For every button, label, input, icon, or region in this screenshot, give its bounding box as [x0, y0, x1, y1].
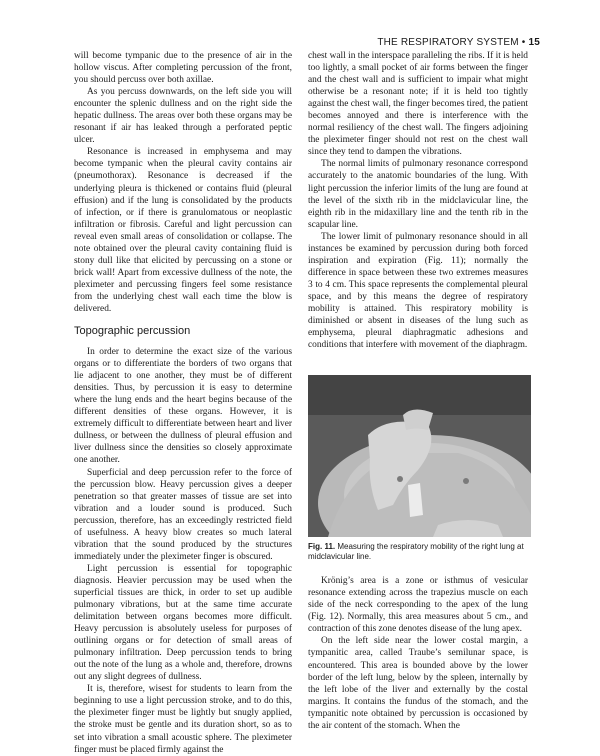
figure-photo [308, 375, 531, 537]
running-head-separator: • [521, 37, 526, 48]
left-column [74, 50, 292, 756]
paragraph: As you percuss downwards, on the left side you will encounter the splenic dullness and on the right side the hepatic dullness. The areas over both these organs may be resonant if air has leaked through a perforated peptic ulcer. [74, 87, 292, 146]
paragraph: Light percussion is essential for topographic diagnosis. Heavier percussion may be used when the superficial tissues are thick, in order to set up audible pulmonary vibrations, but at the same time accurate delimitation between organs becomes more difficult. Heavy percussion is absolutely useless for purposes of outlining organs or for detection of small areas of pulmonary infiltration. Deep percussion tends to bring out the note of the lung as a whole and, therefore, drowns out any slight degrees of dullness. [74, 563, 292, 683]
page-number: 15 [528, 37, 540, 48]
figure-label: Fig. 11. [308, 542, 336, 552]
paragraph: Krönig’s area is a zone or isthmus of vesicular resonance extending across the trapezius muscle on each side of the neck corresponding to the apex of the lung (Fig. 12). Normally, this area measures about 5 cm., and contraction of this zone denotes disease of the lung apex. [308, 576, 528, 635]
right-column [308, 50, 528, 732]
figure-caption-text: Measuring the respiratory mobility of the right lung at midclavicular line. [308, 542, 524, 562]
section-heading: Topographic percussion [74, 325, 191, 338]
paragraph: The lower limit of pulmonary resonance should in all instances be examined by percussion during both forced inspiration and expiration (Fig. 11); normally the difference in space between these two extremes measures 3 to 4 cm. This space represents the complemental pleural space, and by this means the degree of respiratory mobility is attained. This respiratory mobility is diminished or absent in diseases of the lung such as emphysema, pleural diaphragmatic adhesions and conditions that interfere with movement of the diaphragm. [308, 231, 528, 351]
paragraph: The normal limits of pulmonary resonance correspond accurately to the anatomic boundaries of the lung. With light percussion the inferior limits of the lung are found at the level of the sixth rib in the midclavicular line, the eighth rib in the midaxillary line and the tenth rib in the scapular line. [308, 159, 528, 230]
paragraph: chest wall in the interspace paralleling the ribs. If it is held too lightly, a small pocket of air forms between the finger and the chest wall and is sufficient to impair what might otherwise be a resonant note; if it is held too tightly against the chest wall, the finger becomes tired, the patient becomes annoyed and there is interference with the normal resiliency of the chest wall. The fingers adjoining the pleximeter finger should not rest on the chest wall since they tend to dampen the vibrations. [308, 51, 528, 158]
figure-caption [308, 542, 528, 562]
running-head [377, 37, 540, 48]
paragraph: In order to determine the exact size of the various organs or to differentiate the borders of two organs that lie adjacent to one another, they must be of different densities. Thus, by percussion it is easy to determine where the lung ends and the heart begins because of the different densities of these organs. However, it is extremely difficult to differentiate between heart and liver dullness, or between the dullness of pleural effusion and liver dullness since the densities so closely approximate one another. [74, 347, 292, 466]
post-figure-text [308, 575, 528, 732]
paragraph: Superficial and deep percussion refer to the force of the percussion blow. Heavy percussion gives a deeper penetration so that greater masses of tissue are set into vibration and a louder sound is produced. Such percussion, therefore, has an exceedingly restricted field of usefulness. A heavy blow creates so much lateral vibration that the sound produced by the structures immediately under the pleximeter finger is obscured. [74, 467, 292, 562]
paragraph: It is, therefore, wisest for students to learn from the beginning to use a light percussion stroke, and to do this, the pleximeter finger must be lightly but snugly applied, the stroke must be gentle and its duration short, so as to set into vibration a small acoustic sphere. The pleximeter finger must be placed firmly against the [74, 684, 292, 755]
paragraph: On the left side near the lower costal margin, a tympanitic area, called Traube’s semilunar space, is encountered. This area is bounded above by the lower border of the left lung, below by the spleen, internally by the left lobe of the liver and externally by the costal margins. It contains the fundus of the stomach, and the tympanitic note obtained by percussion is occasioned by the air content of the stomach. When the [308, 636, 528, 731]
paragraph: will become tympanic due to the presence of air in the hollow viscus. After completing percussion of the front, you should percuss over both axillae. [74, 51, 292, 86]
paragraph: Resonance is increased in emphysema and may become tympanic when the pleural cavity contains air (pneumothorax). Resonance is decreased if the underlying pleura is thickened or contains fluid (pleural effusion) and if the lung is consolidated by the products of infection, or if there is granulomatous or neoplastic infiltration or fibrosis. Careful and light percussion can reveal even small areas of consolidation or collapse. The note obtained over the pleural cavity containing fluid is stony dull like that elicited by percussing on a stone or brick wall! Apart from excessive dullness of the note, the pleximeter and percussing fingers feel some resistance from the underlying chest wall each time the blow is delivered. [74, 147, 292, 314]
photo-illustration [308, 375, 531, 537]
running-head-title: THE RESPIRATORY SYSTEM [377, 37, 519, 48]
